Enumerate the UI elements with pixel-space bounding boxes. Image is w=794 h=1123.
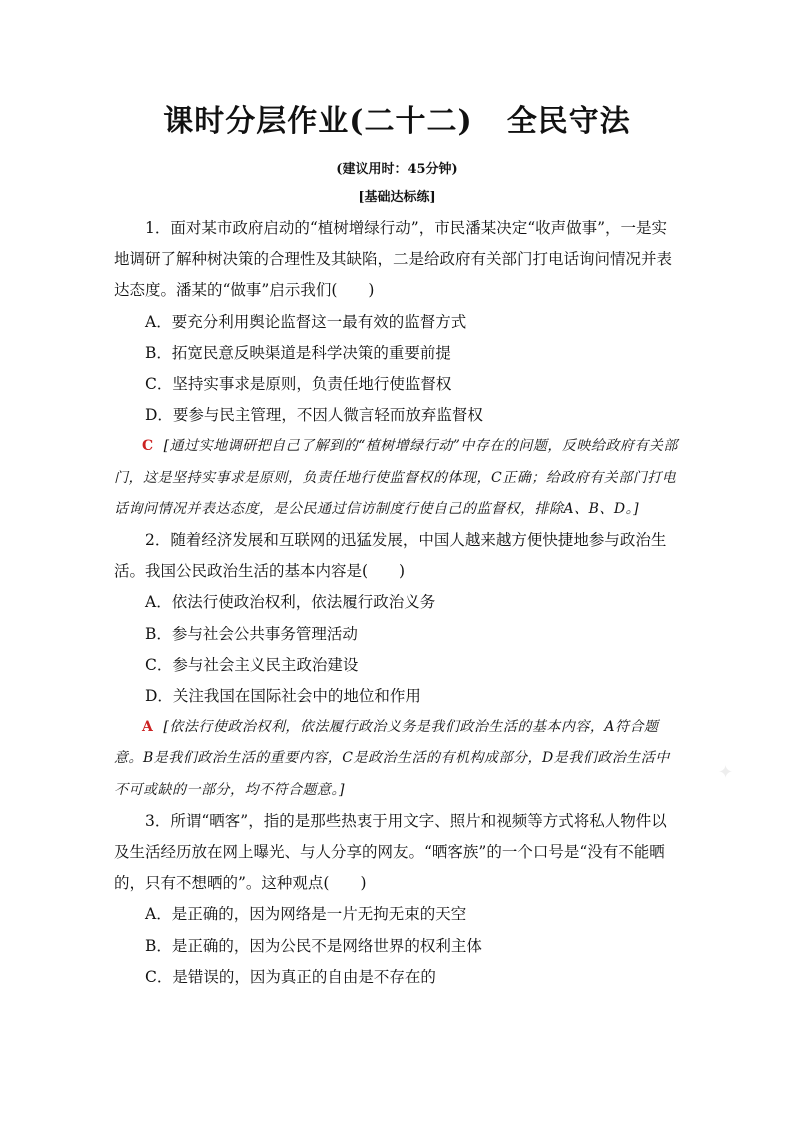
question-2-stem: 2．随着经济发展和互联网的迅猛发展，中国人越来越方便快捷地参与政治生活。我国公民政治生活的基本内容是( ) [114, 531, 667, 581]
question-1-option-d: D．要参与民主管理，不因人微言轻而放弃监督权 [145, 406, 483, 425]
faint-watermark-icon: ✦ [718, 762, 734, 783]
question-2-explanation: [依法行使政治权利，依法履行政治义务是我们政治生活的基本内容，A符合题意。B是我们政治生活的重要内容，C是政治生活的有机构成部分，D是我们政治生活中不可或缺的一部分，均不符合题意。] [114, 719, 670, 798]
suggested-time: (建议用时：45分钟) [336, 162, 458, 177]
title-main: 课时分层作业(二十二) [163, 104, 473, 139]
question-1-answer [114, 431, 682, 525]
question-3-option-a: A．是正确的，因为网络是一片无拘无束的天空 [145, 905, 467, 924]
question-2-option-d: D．关注我国在国际社会中的地位和作用 [145, 687, 421, 706]
question-1-option-b: B．拓宽民意反映渠道是科学决策的重要前提 [145, 343, 451, 362]
page-title [0, 96, 794, 140]
question-3-option-c: C．是错误的，因为真正的自由是不存在的 [145, 967, 436, 986]
question-1-option-a: A．要充分利用舆论监督这一最有效的监督方式 [145, 312, 467, 331]
question-1-stem: 1．面对某市政府启动的“植树增绿行动”，市民潘某决定“收声做事”，一是实地调研了解种树决策的合理性及其缺陷，二是给政府有关部门打电话询问情况并表达态度。潘某的“做事”启示我们( ) [114, 219, 673, 300]
section-heading: [基础达标练] [358, 190, 436, 205]
question-2-answer [114, 712, 682, 806]
questions-body [114, 213, 682, 993]
question-2-answer-key: A [142, 719, 154, 736]
title-sub: 全民守法 [506, 104, 631, 139]
question-1-answer-key: C [142, 438, 154, 455]
question-2-option-a: A．依法行使政治权利，依法履行政治义务 [145, 593, 436, 612]
question-1-explanation: [通过实地调研把自己了解到的“植树增绿行动”中存在的问题，反映给政府有关部门，这是坚持实事求是原则，负责任地行使监督权的体现，C正确；给政府有关部门打电话询问情况并表达态度，是公民通过信访制度行使自己的监督权，排除A、B、D。] [114, 438, 678, 517]
question-3-option-b: B．是正确的，因为公民不是网络世界的权利主体 [145, 936, 482, 955]
question-2-option-b: B．参与社会公共事务管理活动 [145, 624, 358, 643]
question-2-option-c: C．参与社会主义民主政治建设 [145, 655, 359, 674]
question-1-option-c: C．坚持实事求是原则，负责任地行使监督权 [145, 375, 452, 394]
question-3-stem: 3．所谓“晒客”，指的是那些热衷于用文字、照片和视频等方式将私人物件以及生活经历放在网上曝光、与人分享的网友。“晒客族”的一个口号是“没有不能晒的，只有不想晒的”。这种观点( ) [114, 811, 667, 893]
